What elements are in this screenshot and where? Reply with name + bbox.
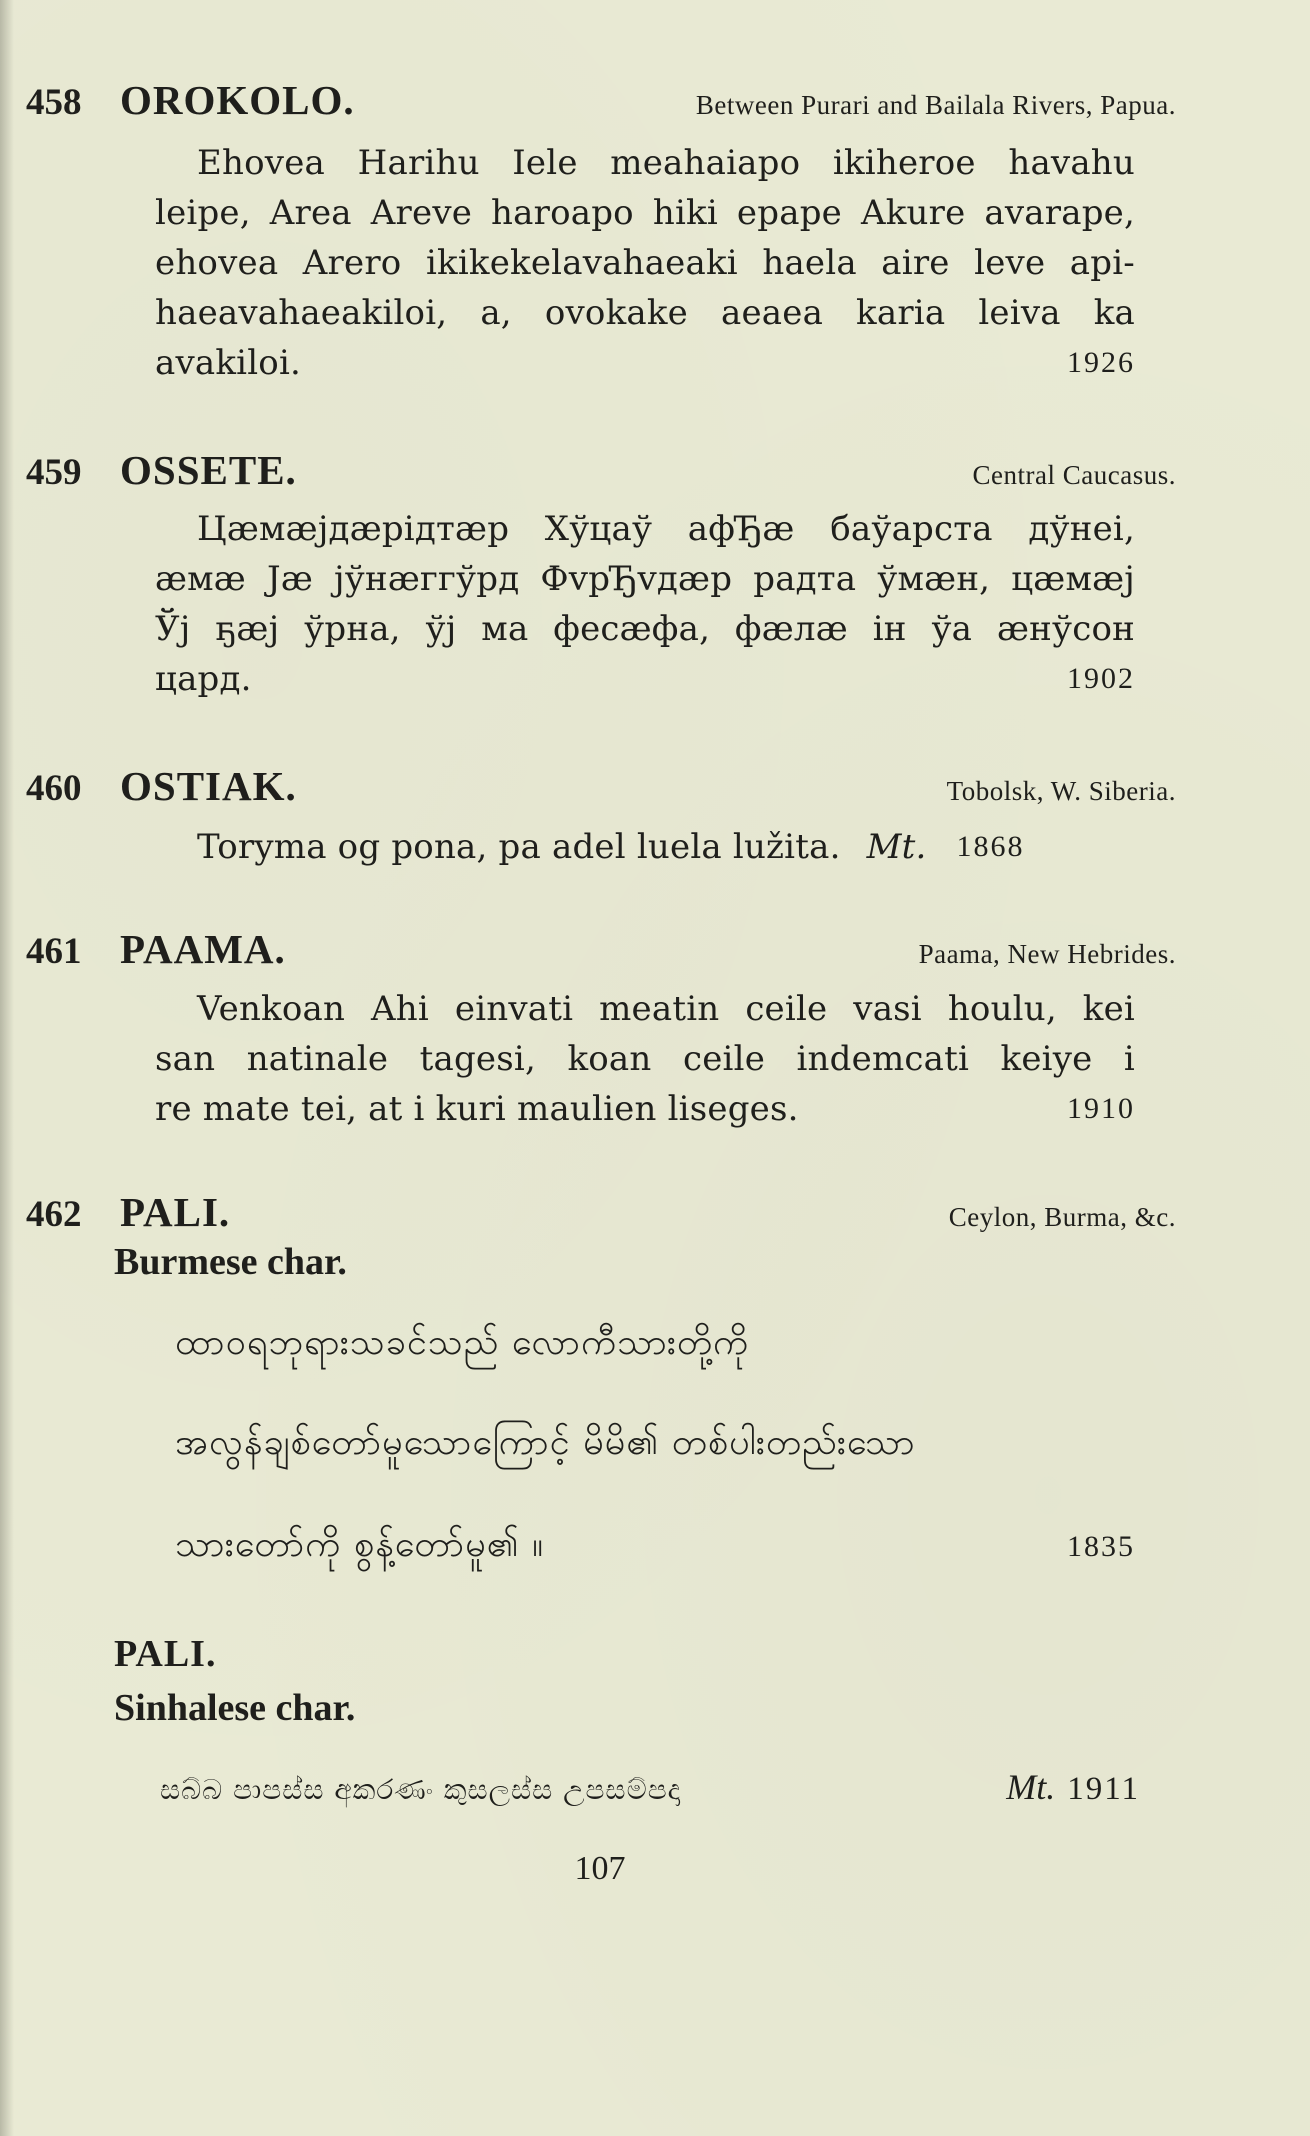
script-text: သားတော်ကို စွန့်တော်မူ၏ ။ bbox=[175, 1524, 545, 1565]
entry-461-header bbox=[26, 925, 1176, 973]
year: 1926 bbox=[1067, 346, 1135, 379]
language-name: PALI. bbox=[120, 1189, 231, 1235]
entry-459-header bbox=[26, 446, 1176, 494]
text-line: ehovea Arero ikikekelavahaeaki haela aire leve api- bbox=[155, 243, 1135, 283]
page-number: 107 bbox=[574, 1850, 626, 1887]
burmese-script-line bbox=[175, 1418, 1135, 1472]
year: 1910 bbox=[1067, 1092, 1135, 1125]
text-line-last bbox=[155, 1084, 1135, 1134]
reference: Mt. bbox=[1006, 1767, 1056, 1807]
entry-459-text bbox=[155, 504, 1135, 704]
text-line: Ehovea Harihu Iele meahaiapo ikiheroe havahu bbox=[197, 143, 1135, 183]
language-name: PAAMA. bbox=[120, 926, 286, 972]
year: 1868 bbox=[956, 830, 1025, 863]
script-subheading: Burmese char. bbox=[114, 1241, 347, 1283]
text-line: haeavahaeakiloi, a, ovokake aeaea karia leiva ka bbox=[155, 293, 1135, 333]
text-line-last bbox=[155, 654, 1135, 704]
entry-460-header bbox=[26, 762, 1176, 810]
text-line: Venkoan Ahi einvati meatin ceile vasi houlu, kei bbox=[197, 989, 1135, 1029]
region: Central Caucasus. bbox=[972, 460, 1176, 490]
region: Ceylon, Burma, &c. bbox=[948, 1202, 1176, 1232]
text-line: leipe, Area Areve haroapo hiki epape Akure avarape, bbox=[155, 193, 1135, 233]
year: 1911 bbox=[1067, 1771, 1140, 1807]
text-line: Toryma og pona, pa adel luela lužita. bbox=[197, 827, 841, 867]
text-line-last bbox=[155, 338, 1135, 388]
region: Between Purari and Bailala Rivers, Papua. bbox=[695, 90, 1176, 120]
entry-458-text bbox=[155, 138, 1135, 388]
reference: Mt. bbox=[866, 827, 927, 867]
script-text: ထာဝရဘုရားသခင်သည် လောကီသားတို့ကို bbox=[175, 1322, 750, 1363]
pali-heading: PALI. bbox=[114, 1633, 217, 1675]
script-subheading: Sinhalese char. bbox=[114, 1687, 356, 1729]
region: Paama, New Hebrides. bbox=[918, 939, 1176, 969]
language-name: OSSETE. bbox=[120, 447, 297, 493]
entry-number: 462 bbox=[26, 1194, 82, 1235]
text-line: æмæ Јæ јўнæггўрд ФvрЂvдæр радта ўмæн, цæмæј bbox=[155, 559, 1135, 599]
entry-462-header bbox=[26, 1188, 1176, 1236]
entry-460-text bbox=[155, 822, 1135, 872]
burmese-script-line bbox=[175, 1318, 1135, 1372]
text-line: avakiloi. bbox=[155, 343, 302, 383]
sinhalese-script-line bbox=[160, 1766, 1140, 1808]
year: 1902 bbox=[1067, 662, 1135, 695]
text-line: цард. bbox=[155, 659, 252, 699]
text-line: Цæмæјдæрідтæр Хўцаў афЂæ баўарста дўнеі, bbox=[197, 509, 1135, 549]
script-text: සබ්බ පාපස්ස අකරණං කුසලස්ස උපසම්පදා bbox=[160, 1773, 682, 1806]
text-line: san natinale tagesi, koan ceile indemcati keiye i bbox=[155, 1039, 1135, 1079]
entry-461-text bbox=[155, 984, 1135, 1134]
entry-number: 458 bbox=[26, 82, 82, 123]
burmese-script-line bbox=[175, 1520, 1135, 1574]
text-line-last bbox=[155, 822, 1135, 872]
entry-458-header bbox=[26, 76, 1176, 124]
text-line: re mate tei, at i kuri maulien liseges. bbox=[155, 1089, 799, 1129]
entry-number: 459 bbox=[26, 452, 82, 493]
entry-number: 461 bbox=[26, 931, 82, 972]
script-text: အလွန်ချစ်တော်မူသောကြောင့် မိမိ၏ တစ်ပါးတည်းသော bbox=[175, 1422, 916, 1463]
language-name: OSTIAK. bbox=[120, 763, 297, 809]
entry-number: 460 bbox=[26, 768, 82, 809]
language-name: OROKOLO. bbox=[120, 77, 355, 123]
year: 1835 bbox=[1067, 1530, 1135, 1563]
region: Tobolsk, W. Siberia. bbox=[946, 776, 1176, 806]
text-line: Ўј ҕæј ўрна, ўј ма фесæфа, фæлæ ін ўа æнўсон bbox=[155, 609, 1135, 649]
